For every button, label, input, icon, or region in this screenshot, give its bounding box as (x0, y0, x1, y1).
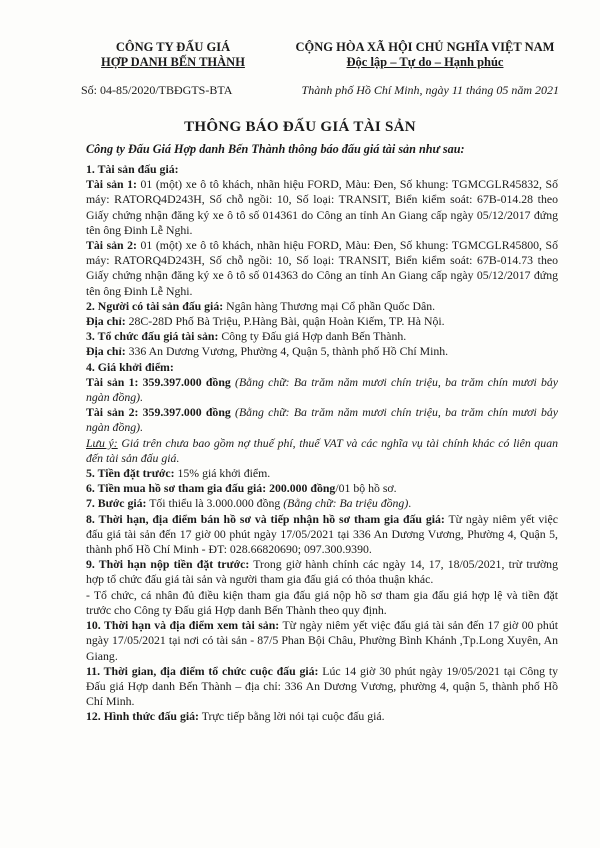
document-body (86, 162, 558, 725)
section-12: 12. Hình thức đấu giá: Trực tiếp bằng lời nói tại cuộc đấu giá. (86, 709, 385, 724)
asset-1: Tài sản 1: 01 (một) xe ô tô khách, nhãn hiệu FORD, Màu: Đen, Số khung: TGMCGLR45832, Số máy: RATORQ4D243H, Số chỗ ngồi: 10, Số loại: TRANSIT, Biển kiểm soát: 67B-014.28 theo Giấy chứng nhận đăng ký xe ô tô số 014361 do Công an tỉnh An Giang cấp ngày 05/12/2017 đứng tên ông Đinh Lễ Nghi. (86, 177, 558, 237)
price-note: Lưu ý: Giá trên chưa bao gồm nợ thuế phí, thuế VAT và các nghĩa vụ tài chính khác có liên quan đến tài sản đấu giá. (86, 435, 558, 465)
section-3: 3. Tổ chức đấu giá tài sản: Công ty Đấu giá Hợp danh Bến Thành. (86, 329, 407, 344)
nation-name: CỘNG HÒA XÃ HỘI CHỦ NGHĨA VIỆT NAM (295, 40, 555, 54)
document-title: THÔNG BÁO ĐẤU GIÁ TÀI SẢN (184, 119, 416, 135)
section-9: 9. Thời hạn nộp tiền đặt trước: Trong giờ hành chính các ngày 14, 17, 18/05/2021, trừ trường hợp tổ chức đấu giá tài sản và người tham gia đấu giá có thỏa thuận khác. (86, 557, 558, 587)
section-2: 2. Người có tài sản đấu giá: Ngân hàng Thương mại Cổ phần Quốc Dân. (86, 298, 436, 313)
section-5: 5. Tiền đặt trước: 15% giá khởi điểm. (86, 466, 271, 481)
section-11: 11. Thời gian, địa điểm tổ chức cuộc đấu giá: Lúc 14 giờ 30 phút ngày 19/05/2021 tại Công ty Đấu giá Hợp danh Bến Thành – địa chỉ: 336 An Dương Vương, phường 4, quận 5, thành phố Hồ Chí Minh. (86, 663, 558, 709)
company-name-line1: CÔNG TY ĐẤU GIÁ (115, 40, 231, 54)
reference-number: Số: 04-85/2020/TBĐGTS-BTA (81, 83, 233, 97)
starting-price-2: Tài sản 2: 359.397.000 đồng (Bằng chữ: Ba trăm năm mươi chín triệu, ba trăm chín mươi bảy ngàn đồng). (86, 405, 558, 435)
intro-line: Công ty Đấu Giá Hợp danh Bến Thành thông báo đấu giá tài sản như sau: (86, 142, 465, 156)
section-3-address: Địa chỉ: 336 An Dương Vương, Phường 4, Quận 5, thành phố Hồ Chí Minh. (86, 344, 449, 359)
national-motto: Độc lập – Tự do – Hạnh phúc (346, 55, 504, 69)
company-header (78, 40, 268, 70)
national-header (270, 40, 580, 70)
starting-price-1: Tài sản 1: 359.397.000 đồng (Bằng chữ: Ba trăm năm mươi chín triệu, ba trăm chín mươi bảy ngàn đồng). (86, 374, 558, 405)
section-8: 8. Thời hạn, địa điểm bán hồ sơ và tiếp nhận hồ sơ tham gia đấu giá: Từ ngày niêm yết việc đấu giá tài sản đến 17 giờ 00 phút ngày 17/05/2021 tại 336 An Dương Vương, Phường 4, Quận 5, thành phố Hồ Chí Minh - ĐT: 028.66820690; 097.300.9390. (86, 511, 559, 557)
section-9-detail: - Tổ chức, cá nhân đủ điều kiện tham gia đấu giá nộp hồ sơ tham gia đấu giá hợp lệ và tiền đặt trước cho Công ty Đấu giá Hợp danh Bến Thành theo quy định. (86, 587, 558, 617)
section-6: 6. Tiền mua hồ sơ tham gia đấu giá: 200.000 đồng/01 bộ hồ sơ. (86, 481, 397, 496)
section-10: 10. Thời hạn và địa điểm xem tài sản: Từ ngày niêm yết việc đấu giá tài sản đến 17 giờ 00 phút ngày 17/05/2021 tại nơi có tài sản - 87/5 Phan Bội Châu, Phường Bình Khánh ,Tp.Long Xuyên, An Giang. (86, 618, 559, 663)
section-4-heading: 4. Giá khởi điểm: (86, 359, 174, 374)
asset-2: Tài sản 2: 01 (một) xe ô tô khách, nhãn hiệu FORD, Màu: Đen, Số khung: TGMCGLR45800, Số máy: RATORQ4D243H, Số chỗ ngồi: 10, Số loại: TRANSIT, Biển kiểm soát: 67B-014.73 theo Giấy chứng nhận đăng ký xe ô tô số 014363 do Công an tỉnh An Giang cấp ngày 05/12/2017 đứng tên ông Đinh Lễ Nghi. (86, 238, 558, 298)
section-7: 7. Bước giá: Tối thiểu là 3.000.000 đồng (Bằng chữ: Ba triệu đồng). (86, 496, 412, 511)
place-date: Thành phố Hồ Chí Minh, ngày 11 tháng 05 năm 2021 (301, 83, 559, 97)
section-1-heading: 1. Tài sản đấu giá: (86, 162, 179, 176)
section-2-address: Địa chỉ: 28C-28D Phố Bà Triệu, P.Hàng Bài, quận Hoàn Kiếm, TP. Hà Nội. (86, 314, 445, 329)
company-name-line2: HỢP DANH BẾN THÀNH (101, 55, 245, 69)
